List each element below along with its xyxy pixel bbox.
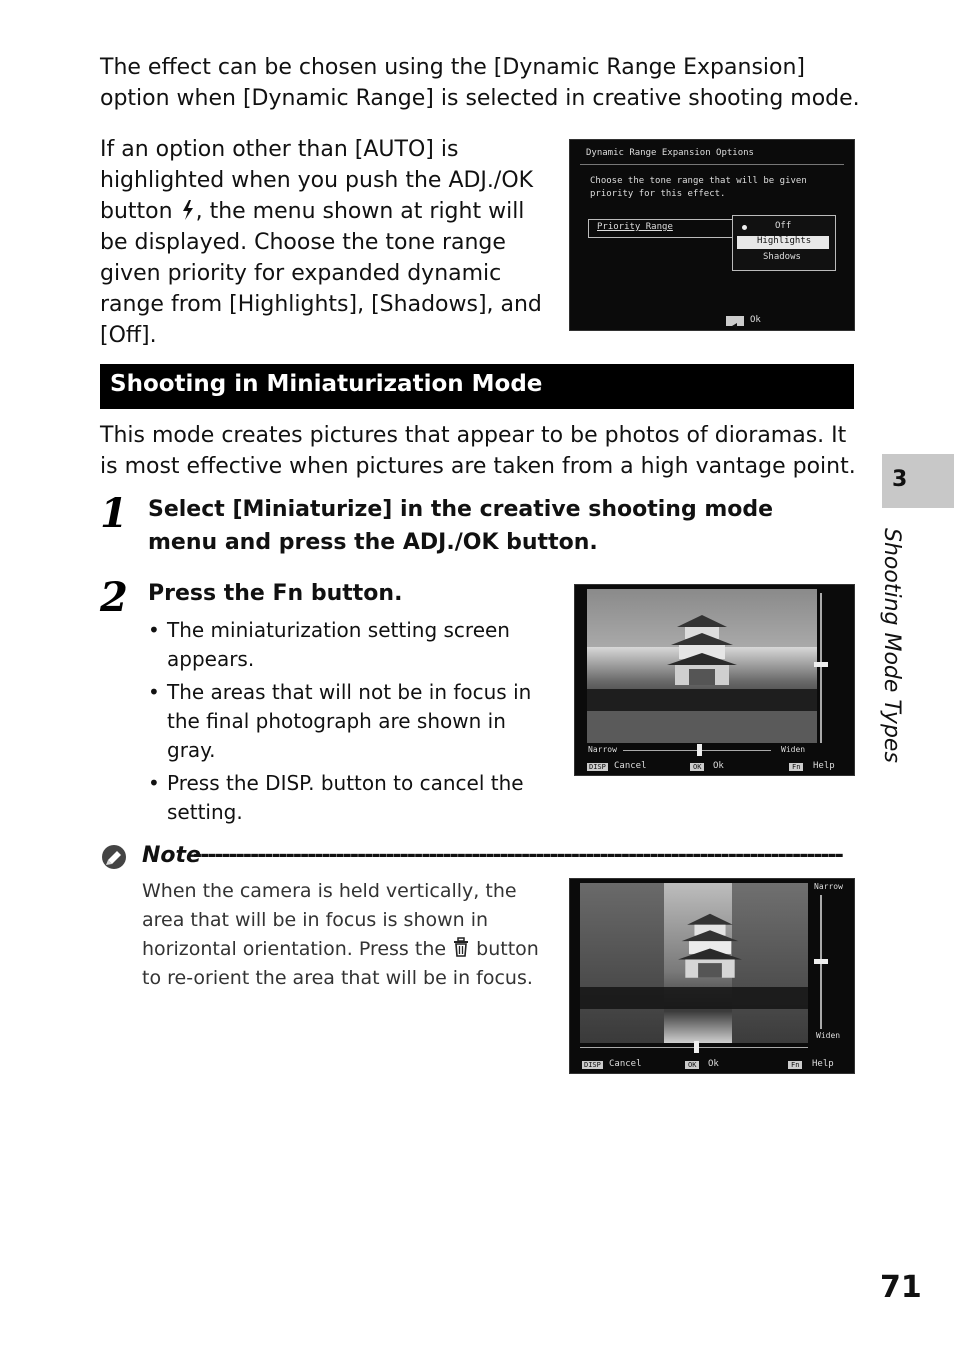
chapter-label: Shooting Mode Types — [879, 528, 904, 763]
dr-options-screen — [569, 139, 855, 331]
help-label: Help — [812, 1059, 834, 1069]
chapter-number: 3 — [892, 467, 908, 492]
ground-area — [587, 711, 817, 743]
priority-range-field[interactable] — [588, 219, 736, 238]
page-number: 71 — [880, 1270, 922, 1305]
dr-screen-title-line — [580, 164, 844, 165]
step-2-number: 2 — [100, 574, 128, 621]
option-off[interactable]: Off — [775, 221, 792, 231]
ok-key[interactable]: OK — [685, 1061, 699, 1069]
trees-area — [587, 689, 817, 711]
step-2-bullets — [148, 616, 543, 831]
dr-paragraph — [100, 134, 555, 351]
fn-key[interactable]: Fn — [788, 1061, 802, 1069]
preview-photo — [587, 589, 817, 743]
cancel-label: Cancel — [614, 761, 647, 771]
ok-key[interactable]: OK — [690, 763, 704, 771]
bullet-item: • Press the DISP. button to cancel the setting. — [148, 769, 543, 827]
section-title: Shooting in Miniaturization Mode — [110, 371, 543, 397]
bullet-item: • The areas that will not be in focus in the final photograph are shown in gray. — [148, 678, 543, 765]
widen-label: Widen — [816, 1031, 841, 1040]
note-text-after: button to re-orient the area that will be in focus. — [142, 938, 539, 989]
intro-paragraph: The effect can be chosen using the [Dynamic Range Expansion] option when [Dynamic Range] is selected in creative shooting mode. — [100, 55, 860, 111]
trash-icon — [452, 937, 470, 957]
miniaturize-vertical-screen — [569, 878, 855, 1074]
vertical-slider-track[interactable] — [820, 593, 822, 743]
trees-area — [580, 987, 808, 1009]
fn-key[interactable]: Fn — [789, 763, 803, 771]
note-divider: ------------------------------------------------------------------------------------------- — [193, 843, 842, 868]
ok-label: Ok — [713, 761, 724, 771]
castle-graphic — [678, 897, 742, 989]
miniaturize-screen — [574, 584, 855, 776]
vertical-preview-photo — [580, 883, 808, 1043]
narrow-label: Narrow — [814, 882, 843, 891]
vertical-slider-handle[interactable] — [814, 959, 828, 964]
section-heading — [100, 364, 854, 409]
note-text-before: When the camera is held vertically, the area that will be in focus is shown in horizontal orientation. Press the — [142, 880, 517, 960]
dr-paragraph-before: If an option other than [AUTO] is highlighted when you push the ADJ./OK button — [100, 137, 534, 224]
dr-screen-ok: Ok — [750, 315, 761, 325]
castle-graphic — [667, 597, 737, 697]
ok-label: Ok — [708, 1059, 719, 1069]
horizontal-slider-handle[interactable] — [697, 744, 702, 756]
selected-dot-icon — [742, 225, 747, 230]
back-key-icon — [726, 316, 744, 326]
section-description: This mode creates pictures that appear to be photos of dioramas. It is most effective when pictures are taken from a high vantage point. — [100, 423, 856, 479]
note-text — [142, 877, 542, 993]
narrow-label: Narrow — [588, 745, 617, 754]
priority-range-dropdown[interactable] — [732, 215, 836, 271]
disp-key[interactable]: DISP — [589, 763, 606, 771]
step-1-number: 1 — [100, 490, 128, 537]
chapter-side-label — [870, 528, 910, 763]
dr-screen-desc-1: Choose the tone range that will be given — [590, 176, 807, 186]
chapter-tab — [882, 454, 954, 508]
bullet-item: • The miniaturization setting screen appears. — [148, 616, 543, 674]
horizontal-slider-handle[interactable] — [694, 1041, 699, 1053]
step-1-text: Select [Miniaturize] in the creative shooting mode menu and press the ADJ./OK button. — [148, 497, 774, 555]
cancel-label: Cancel — [609, 1059, 642, 1069]
vertical-slider-handle[interactable] — [814, 662, 828, 667]
dr-paragraph-after: , the menu shown at right will be displayed. Choose the tone range given priority for expanded dynamic range from [Highlights], [Shadows], and [Off]. — [100, 199, 542, 348]
left-gray-area — [580, 883, 664, 1043]
flash-icon — [180, 199, 196, 221]
disp-key[interactable]: DISP — [584, 1061, 601, 1069]
note-icon — [100, 843, 128, 871]
note-title: Note — [142, 843, 201, 868]
priority-range-label: Priority Range — [597, 222, 673, 232]
option-highlights[interactable]: Highlights — [757, 236, 812, 246]
step-2-text: Press the Fn button. — [148, 581, 403, 606]
option-shadows[interactable]: Shadows — [763, 252, 801, 262]
dr-screen-title: Dynamic Range Expansion Options — [586, 148, 754, 158]
help-label: Help — [813, 761, 835, 771]
dr-screen-desc-2: priority for this effect. — [590, 189, 726, 199]
right-gray-area — [732, 883, 808, 1043]
widen-label: Widen — [781, 745, 806, 754]
